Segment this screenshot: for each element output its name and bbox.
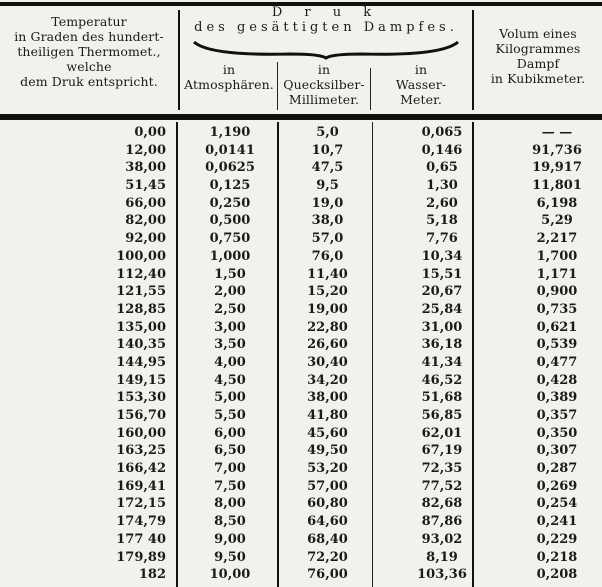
temperature-cell: 38,00	[125, 160, 166, 176]
water-cell: 31,00	[421, 319, 463, 335]
atmospheres-cell: 1,50	[214, 266, 246, 282]
table-row	[0, 142, 602, 160]
water-cell: 62,01	[421, 425, 463, 441]
header-line: in	[317, 62, 331, 77]
temperature-cell: 51,45	[125, 178, 166, 194]
table-row	[0, 566, 602, 584]
volume-cell: 2,217	[536, 231, 578, 247]
header-brace	[180, 38, 472, 60]
mercury-cell: 76,0	[311, 248, 344, 264]
water-cell: 36,18	[421, 337, 463, 353]
table-row	[0, 266, 602, 284]
atmospheres-cell: 7,00	[214, 461, 246, 477]
header-line: Millimeter.	[288, 92, 360, 107]
header-line: welche	[66, 59, 112, 74]
header-line: in Graden des hundert-	[14, 29, 164, 44]
volume-cell: 0,428	[536, 372, 578, 388]
mercury-cell: 57,00	[307, 478, 348, 494]
atmospheres-cell: 0,750	[209, 231, 251, 247]
atmospheres-cell: 0,500	[209, 213, 251, 229]
atmospheres-cell: 10,00	[209, 567, 251, 583]
table-row	[0, 195, 602, 213]
atmospheres-cell: 8,00	[214, 496, 246, 512]
temperature-cell: 144,95	[116, 354, 166, 370]
header-line: Wasser-	[395, 77, 447, 92]
table-row	[0, 531, 602, 549]
atmospheres-cell: 0,250	[209, 195, 251, 211]
temperature-cell: 128,85	[116, 301, 166, 317]
table-row	[0, 495, 602, 513]
atmospheres-cell: 6,50	[214, 443, 246, 459]
atmospheres-cell: 2,50	[214, 301, 246, 317]
volume-cell: 19,917	[532, 160, 582, 176]
water-cell: 46,52	[421, 372, 463, 388]
mercury-cell: 41,80	[307, 408, 348, 423]
header-mercury	[278, 62, 370, 107]
temperature-cell: 0,00	[134, 125, 166, 140]
table-row	[0, 336, 602, 354]
atmospheres-cell: 5,00	[214, 390, 246, 406]
water-cell: 0,65	[426, 160, 458, 176]
table-row	[0, 372, 602, 390]
header-line: D r u k	[271, 5, 381, 20]
water-cell: 41,34	[421, 354, 463, 370]
water-cell: 8,19	[426, 549, 458, 565]
header-line: Temperatur	[51, 14, 127, 29]
header-temperature	[0, 14, 178, 89]
header-line: Atmosphären.	[184, 77, 274, 92]
mercury-cell: 38,00	[307, 390, 348, 406]
table-row	[0, 301, 602, 319]
temperature-cell: 179,89	[116, 549, 166, 565]
volume-cell: 0,218	[536, 549, 578, 565]
temperature-cell: 82,00	[125, 213, 166, 229]
volume-cell: 0,735	[536, 301, 578, 317]
table-row	[0, 230, 602, 248]
volume-cell: 6,198	[536, 195, 578, 211]
mercury-cell: 76,00	[307, 567, 348, 583]
water-cell: 87,86	[421, 514, 463, 530]
mercury-cell: 9,5	[316, 178, 339, 194]
mercury-cell: 60,80	[307, 496, 348, 512]
mercury-cell: 68,40	[307, 531, 348, 547]
mercury-cell: 19,00	[307, 301, 348, 317]
mercury-cell: 49,50	[307, 443, 348, 459]
table-row	[0, 513, 602, 531]
volume-cell: 0,208	[536, 567, 578, 583]
temperature-cell: 12,00	[125, 142, 166, 158]
table-row	[0, 549, 602, 567]
temperature-cell: 166,42	[116, 461, 166, 477]
water-cell: 2,60	[426, 195, 458, 211]
header-group-title	[180, 5, 472, 35]
temperature-cell: 174,79	[116, 514, 166, 530]
volume-cell: 1,700	[536, 248, 578, 264]
atmospheres-cell: 4,50	[214, 372, 246, 388]
mercury-cell: 19,0	[311, 195, 344, 211]
table-row	[0, 283, 602, 301]
mercury-cell: 64,60	[307, 514, 348, 530]
header-line: dem Druk entspricht.	[20, 74, 158, 89]
temperature-cell: 92,00	[125, 231, 166, 247]
volume-cell: 0,477	[536, 354, 578, 370]
mercury-cell: 30,40	[307, 354, 348, 370]
atmospheres-cell: 3,50	[214, 337, 246, 353]
temperature-cell: 169,41	[116, 478, 166, 494]
header-water	[371, 62, 471, 107]
temperature-cell: 153,30	[116, 390, 166, 406]
water-cell: 56,85	[421, 408, 463, 423]
volume-cell: 0,307	[536, 443, 578, 459]
water-cell: 77,52	[421, 478, 463, 494]
mercury-cell: 47,5	[311, 160, 344, 176]
table-row	[0, 124, 602, 142]
atmospheres-cell: 4,00	[214, 354, 246, 370]
volume-cell: 5,29	[541, 213, 573, 229]
atmospheres-cell: 5,50	[214, 408, 246, 423]
header-line: theiligen Thermomet.,	[17, 44, 161, 59]
volume-cell: 0,621	[536, 319, 578, 335]
volume-cell: 0,254	[536, 496, 578, 512]
mercury-cell: 22,80	[307, 319, 348, 335]
header-line: in	[222, 62, 236, 77]
mercury-cell: 26,60	[307, 337, 348, 353]
temperature-cell: 140,35	[116, 337, 166, 353]
header-line: Dampf	[516, 56, 560, 71]
header-line: Quecksilber-	[283, 77, 365, 92]
atmospheres-cell: 1,190	[209, 125, 251, 140]
water-cell: 25,84	[421, 301, 463, 317]
header-volume	[474, 26, 602, 86]
volume-cell: 0,229	[536, 531, 578, 547]
water-cell: 0,065	[421, 125, 463, 140]
header-line: Volum eines	[499, 26, 577, 41]
volume-cell: 1,171	[536, 266, 578, 282]
temperature-cell: 135,00	[116, 319, 166, 335]
temperature-cell: 156,70	[116, 408, 166, 423]
table-row	[0, 177, 602, 195]
water-cell: 103,36	[417, 567, 467, 583]
volume-cell: 0,900	[536, 284, 578, 300]
temperature-cell: 100,00	[116, 248, 166, 264]
water-cell: 51,68	[421, 390, 463, 406]
temperature-cell: 177 40	[116, 531, 166, 547]
water-cell: 93,02	[421, 531, 463, 547]
mercury-cell: 38,0	[311, 213, 344, 229]
mercury-cell: 57,0	[311, 231, 344, 247]
volume-cell: 11,801	[532, 178, 582, 194]
water-cell: 0,146	[421, 142, 463, 158]
atmospheres-cell: 3,00	[214, 319, 246, 335]
volume-cell: 91,736	[532, 142, 582, 158]
header-rule	[0, 114, 602, 120]
atmospheres-cell: 6,00	[214, 425, 246, 441]
volume-cell: 0,350	[536, 425, 578, 441]
table-row	[0, 248, 602, 266]
table-body	[0, 124, 602, 584]
temperature-cell: 172,15	[116, 496, 166, 512]
volume-cell: — —	[541, 125, 573, 140]
temperature-cell: 112,40	[116, 266, 166, 282]
temperature-cell: 66,00	[125, 195, 166, 211]
header-line: in	[414, 62, 428, 77]
water-cell: 1,30	[426, 178, 458, 194]
header-line: Meter.	[400, 92, 442, 107]
atmospheres-cell: 9,50	[214, 549, 246, 565]
volume-cell: 0,389	[536, 390, 578, 406]
water-cell: 7,76	[426, 231, 458, 247]
water-cell: 20,67	[421, 284, 463, 300]
temperature-cell: 163,25	[116, 443, 166, 459]
mercury-cell: 10,7	[311, 142, 344, 158]
table-row	[0, 354, 602, 372]
volume-cell: 0,357	[536, 408, 578, 423]
table-row	[0, 460, 602, 478]
mercury-cell: 5,0	[316, 125, 339, 140]
table-row	[0, 425, 602, 443]
atmospheres-cell: 1,000	[209, 248, 251, 264]
water-cell: 82,68	[421, 496, 463, 512]
water-cell: 5,18	[426, 213, 458, 229]
header-line: in Kubikmeter.	[490, 71, 586, 86]
mercury-cell: 11,40	[307, 266, 348, 282]
mercury-cell: 72,20	[307, 549, 348, 565]
atmospheres-cell: 0,0141	[205, 142, 255, 158]
table-row	[0, 389, 602, 407]
volume-cell: 0,241	[536, 514, 578, 530]
mercury-cell: 53,20	[307, 461, 348, 477]
header-line: Kilogrammes	[495, 41, 581, 56]
atmospheres-cell: 9,00	[214, 531, 246, 547]
table-row	[0, 478, 602, 496]
water-cell: 67,19	[421, 443, 463, 459]
mercury-cell: 45,60	[307, 425, 348, 441]
volume-cell: 0,287	[536, 461, 578, 477]
header-atmospheres	[180, 62, 278, 92]
table-row	[0, 319, 602, 337]
table-row	[0, 159, 602, 177]
atmospheres-cell: 2,00	[214, 284, 246, 300]
atmospheres-cell: 8,50	[214, 514, 246, 530]
table-row	[0, 442, 602, 460]
temperature-cell: 182	[138, 567, 166, 583]
water-cell: 15,51	[421, 266, 463, 282]
mercury-cell: 34,20	[307, 372, 348, 388]
mercury-cell: 15,20	[307, 284, 348, 300]
atmospheres-cell: 0,0625	[205, 160, 255, 176]
table-row	[0, 407, 602, 425]
volume-cell: 0,539	[536, 337, 578, 353]
table-row	[0, 212, 602, 230]
header-line: des gesättigten Dampfes.	[194, 20, 458, 35]
water-cell: 72,35	[421, 461, 463, 477]
atmospheres-cell: 0,125	[209, 178, 251, 194]
atmospheres-cell: 7,50	[214, 478, 246, 494]
water-cell: 10,34	[421, 248, 463, 264]
temperature-cell: 149,15	[116, 372, 166, 388]
temperature-cell: 121,55	[116, 284, 166, 300]
volume-cell: 0,269	[536, 478, 578, 494]
temperature-cell: 160,00	[116, 425, 166, 441]
